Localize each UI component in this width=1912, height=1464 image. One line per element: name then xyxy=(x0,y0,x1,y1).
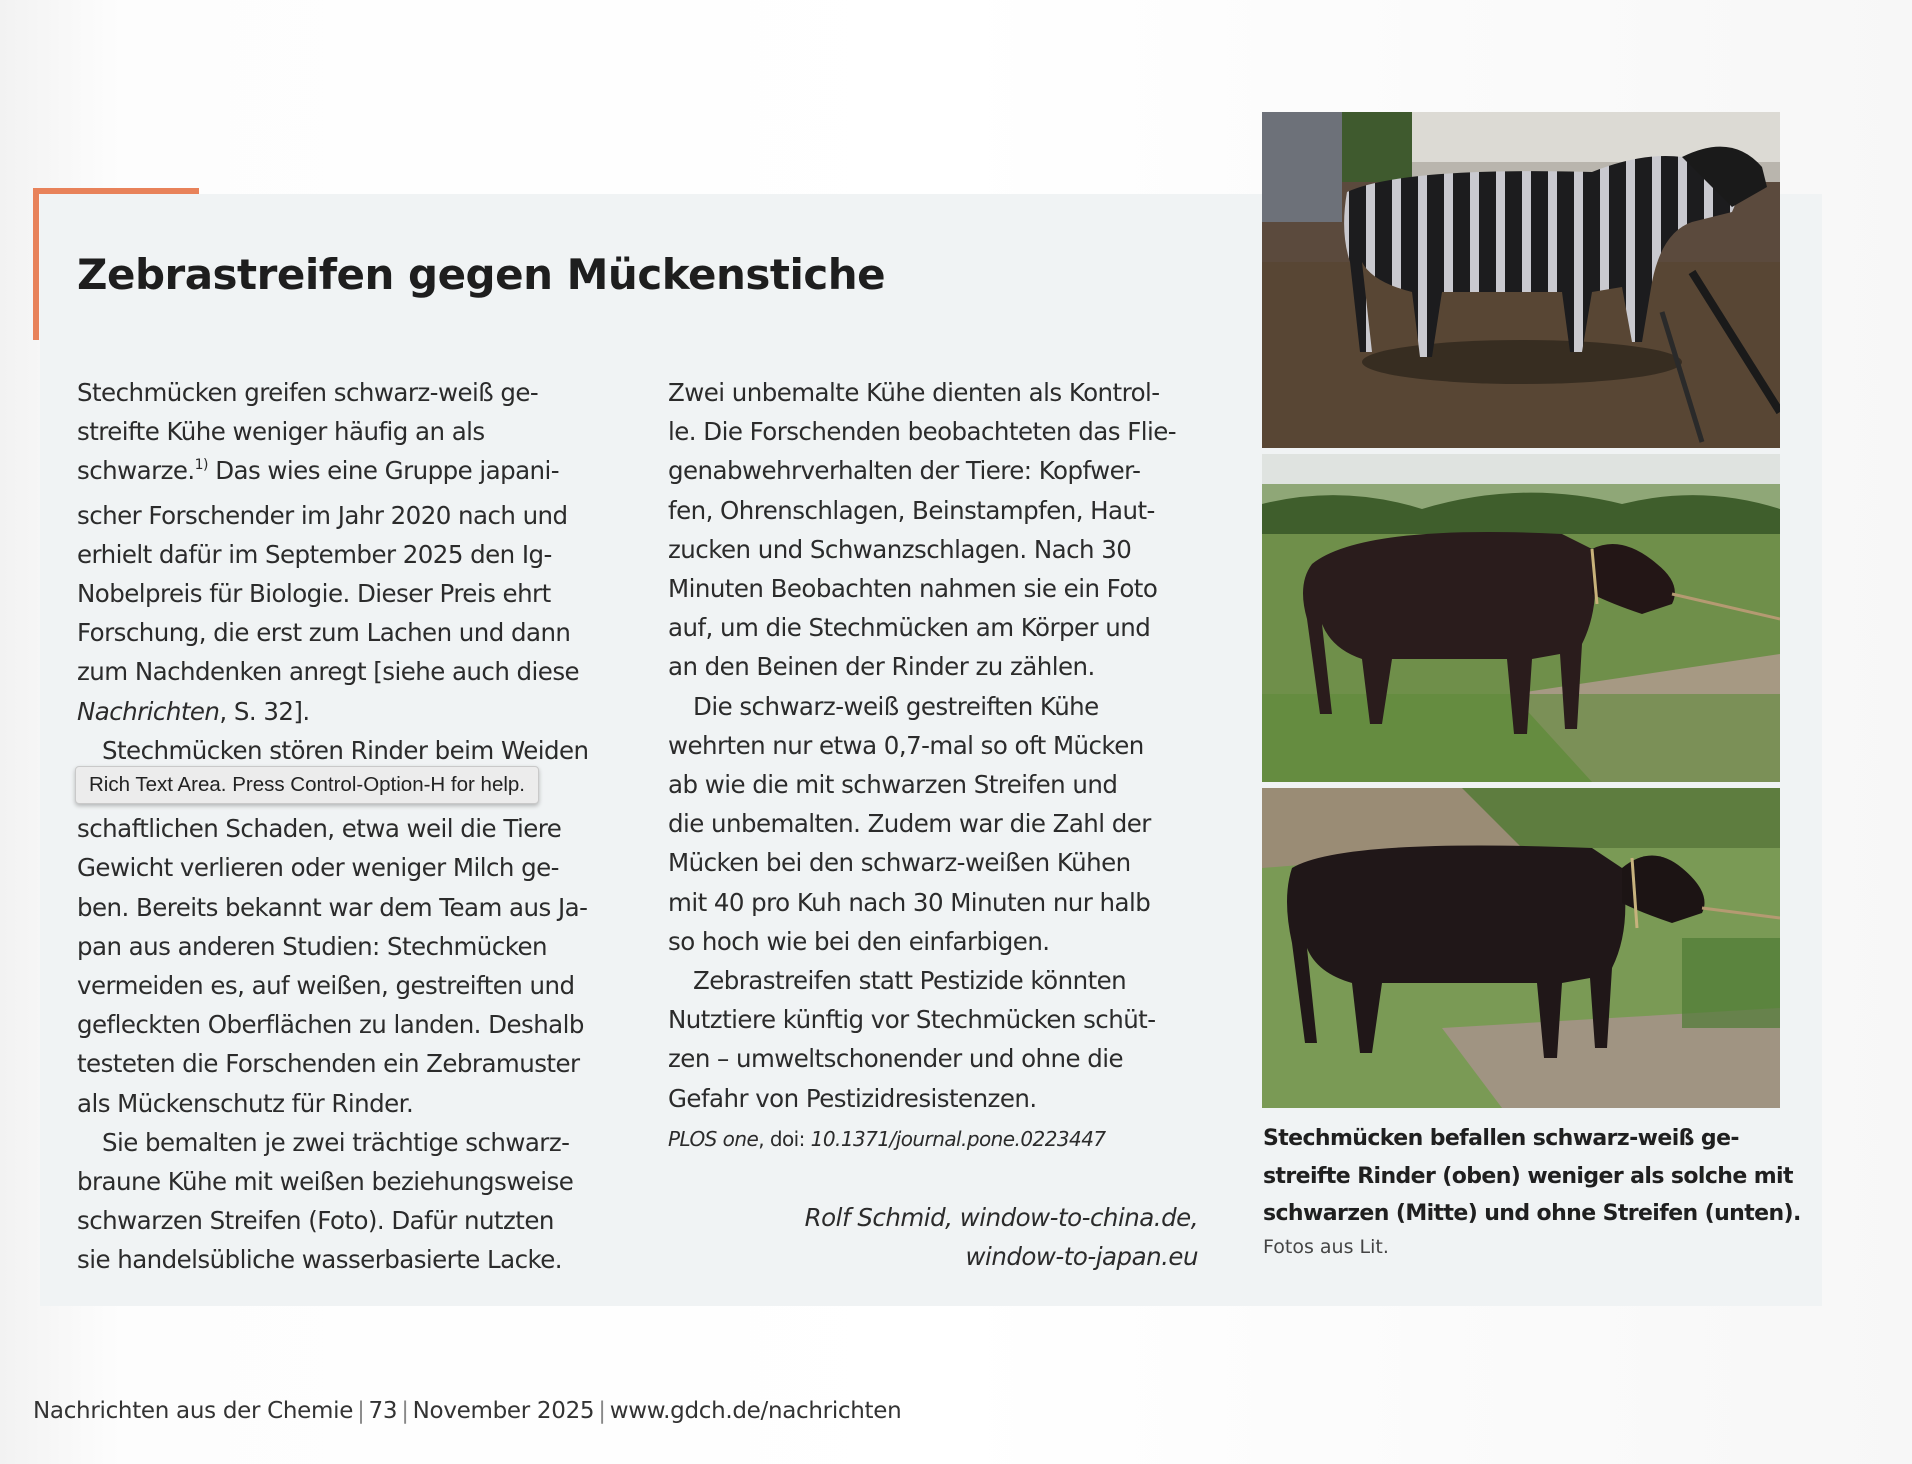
text-fragment: , S. 32]. xyxy=(219,696,310,726)
text-line: vermeiden es, auf weißen, gestreiften und xyxy=(77,971,575,1001)
page-footer xyxy=(33,1398,901,1424)
text-line: wehrten nur etwa 0,7-mal so oft Mücken xyxy=(668,730,1144,760)
footer-issue: November 2025 xyxy=(412,1398,595,1424)
paragraph-5 xyxy=(668,687,1208,961)
text-line xyxy=(77,692,622,731)
text-line: als Mückenschutz für Rinder. xyxy=(77,1088,414,1118)
text-line: ben. Bereits bekannt war dem Team aus Ja- xyxy=(77,892,588,922)
text-line: Zwei unbemalte Kühe dienten als Kontrol- xyxy=(668,378,1160,407)
text-line: zum Nachdenken anregt [siehe auch diese xyxy=(77,657,580,687)
text-line: Mücken bei den schwarz-weißen Kühen xyxy=(668,848,1131,878)
text-line: pan aus anderen Studien: Stechmücken xyxy=(77,931,547,961)
text-line: gefleckten Oberflächen zu landen. Deshalb xyxy=(77,1010,584,1040)
text-line: mit 40 pro Kuh nach 30 Minuten nur halb xyxy=(668,887,1151,917)
text-line: ab wie die mit schwarzen Streifen und xyxy=(668,770,1118,800)
paragraph-3 xyxy=(77,1123,622,1280)
footer-separator: | xyxy=(401,1398,409,1424)
text-line: sie handelsübliche wasserbasierte Lacke. xyxy=(77,1245,563,1275)
rich-text-area[interactable] xyxy=(77,373,622,1280)
footer-url[interactable]: www.gdch.de/nachrichten xyxy=(609,1398,902,1424)
author-credit xyxy=(668,1198,1198,1276)
text-line: Stechmücken greifen schwarz-weiß ge- xyxy=(77,378,539,407)
text-line: schwarzen Streifen (Foto). Dafür nutzten xyxy=(77,1206,554,1236)
figure-caption xyxy=(1263,1120,1803,1233)
text-line: erhielt dafür im September 2025 den Ig- xyxy=(77,539,552,569)
text-line: scher Forschender im Jahr 2020 nach und xyxy=(77,500,568,530)
text-line: genabwehrverhalten der Tiere: Kopfwer- xyxy=(668,456,1141,486)
reference-doi: 10.1371/journal.pone.0223447 xyxy=(810,1126,1106,1151)
accent-bar-top xyxy=(33,188,199,194)
text-fragment: schwarze. xyxy=(77,456,195,486)
photo-unpainted-cow xyxy=(1262,788,1780,1108)
text-line: le. Die Forschenden beobachteten das Flie- xyxy=(668,417,1177,447)
reference-line xyxy=(668,1120,1208,1159)
article-title: Zebrastreifen gegen Mückenstiche xyxy=(77,250,886,299)
text-line: Sie bemalten je zwei trächtige schwarz- xyxy=(102,1127,570,1157)
caption-line: schwarzen (Mitte) und ohne Streifen (unten). xyxy=(1263,1201,1801,1226)
footnote-marker: 1) xyxy=(194,457,208,474)
text-line: zucken und Schwanzschlagen. Nach 30 xyxy=(668,534,1132,564)
photo-black-striped-cow xyxy=(1262,454,1780,782)
text-line: an den Beinen der Rinder zu zählen. xyxy=(668,652,1095,682)
reference-journal: PLOS one xyxy=(668,1126,759,1151)
text-fragment: Das wies eine Gruppe japani- xyxy=(207,456,560,486)
rich-text-tooltip: Rich Text Area. Press Control-Option-H for help. xyxy=(75,766,539,804)
text-line xyxy=(77,451,622,495)
text-line: testeten die Forschenden ein Zebramuster xyxy=(77,1049,580,1079)
photo-credit: Fotos aus Lit. xyxy=(1263,1236,1389,1258)
text-line: zen – umweltschonender und ohne die xyxy=(668,1044,1124,1074)
text-line: braune Kühe mit weißen beziehungsweise xyxy=(77,1167,574,1197)
photo-striped-cow xyxy=(1262,112,1780,448)
footer-journal: Nachrichten aus der Chemie xyxy=(33,1398,354,1424)
text-line: die unbemalten. Zudem war die Zahl der xyxy=(668,809,1151,839)
text-line: Gefahr von Pestizidresistenzen. xyxy=(668,1083,1037,1113)
caption-line: streifte Rinder (oben) weniger als solche mit xyxy=(1263,1163,1793,1189)
text-line: Nobelpreis für Biologie. Dieser Preis ehrt xyxy=(77,579,551,609)
text-line: Zebrastreifen statt Pestizide könnten xyxy=(693,966,1127,996)
footer-separator: | xyxy=(357,1398,365,1424)
text-line: so hoch wie bei den einfarbigen. xyxy=(668,926,1050,956)
text-line: streifte Kühe weniger häufig an als xyxy=(77,417,485,447)
footer-volume: 73 xyxy=(368,1398,398,1424)
text-line: Stechmücken stören Rinder beim Weiden xyxy=(102,735,589,765)
text-line: Gewicht verlieren oder weniger Milch ge- xyxy=(77,853,559,883)
text-line: Minuten Beobachten nahmen sie ein Foto xyxy=(668,574,1158,604)
accent-bar-left xyxy=(33,188,39,340)
text-line: schaftlichen Schaden, etwa weil die Tiere xyxy=(77,814,562,844)
caption-line: Stechmücken befallen schwarz-weiß ge- xyxy=(1263,1126,1739,1151)
text-line: fen, Ohrenschlagen, Beinstampfen, Haut- xyxy=(668,495,1155,525)
reference-doi-label: , doi: xyxy=(758,1126,811,1151)
rich-text-area-column-2[interactable] xyxy=(668,373,1208,1159)
text-line: Nutztiere künftig vor Stechmücken schüt- xyxy=(668,1005,1156,1035)
journal-name-italic: Nachrichten xyxy=(77,696,220,726)
paragraph-4 xyxy=(668,373,1208,687)
footer-separator: | xyxy=(598,1398,606,1424)
paragraph-6 xyxy=(668,961,1208,1118)
author-line: Rolf Schmid, window-to-china.de, xyxy=(804,1203,1198,1232)
text-line: auf, um die Stechmücken am Körper und xyxy=(668,613,1151,643)
author-line: window-to-japan.eu xyxy=(965,1242,1198,1272)
paragraph-1 xyxy=(77,373,622,731)
text-line: Die schwarz-weiß gestreiften Kühe xyxy=(693,691,1099,721)
text-line: Forschung, die erst zum Lachen und dann xyxy=(77,618,571,648)
